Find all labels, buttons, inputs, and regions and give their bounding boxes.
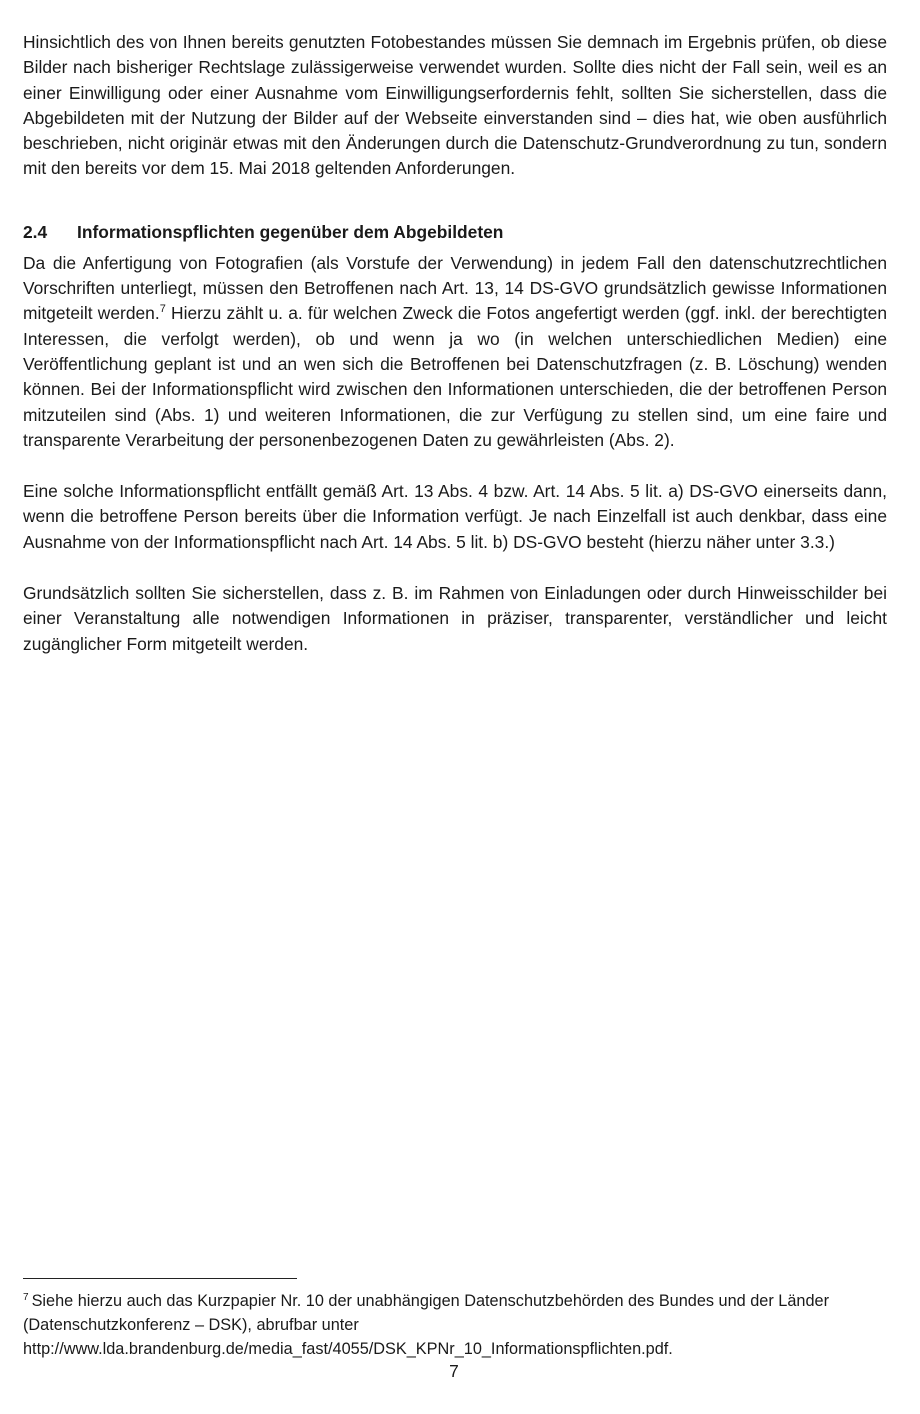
section-heading [23, 219, 887, 245]
paragraph: Grundsätzlich sollten Sie sicherstellen, dass z. B. im Rahmen von Einladungen oder durch Hinweisschilder bei einer Veranstaltung alle notwendigen Informationen in präziser, transparenter, verständlicher und leicht zugänglicher Form mitgeteilt werden. [23, 583, 887, 654]
footnote-separator [23, 1278, 297, 1279]
document-body [23, 30, 887, 657]
footnote-marker: 7 [23, 1291, 29, 1303]
paragraph [23, 251, 887, 453]
paragraph: Hinsichtlich des von Ihnen bereits genutzten Fotobestandes müssen Sie demnach im Ergebnis prüfen, ob diese Bilder nach bisheriger Rechtslage zulässigerweise verwendet wurden. Sollte dies nicht der Fall sein, weil es an einer Einwilligung oder einer Ausnahme vom Einwilligungserfordernis fehlt, sollten Sie sicherstellen, dass die Abgebildeten mit der Nutzung der Bilder auf der Webseite einverstanden sind – dies hat, wie oben ausführlich beschrieben, nicht originär etwas mit den Änderungen durch die Datenschutz-Grundverordnung zu tun, sondern mit den bereits vor dem 15. Mai 2018 geltenden Anforderungen. [23, 32, 887, 179]
footnote-text: Siehe hierzu auch das Kurzpapier Nr. 10 der unabhängigen Datenschutzbehörden des Bundes und der Länder (Datenschutzkonferenz – DSK), abrufbar unter [23, 1292, 830, 1334]
section-title: Informationspflichten gegenüber dem Abgebildeten [77, 221, 504, 242]
footnote-url: http://www.lda.brandenburg.de/media_fast/4055/DSK_KPNr_10_Informationspflichten.pdf. [23, 1339, 673, 1358]
paragraph-text: Da die Anfertigung von Fotografien (als Vorstufe der Verwendung) in jedem Fall den datenschutzrechtlichen Vorschriften unterliegt, müssen den Betroffenen nach Art. 13, 14 DS-GVO grundsätzlich gewisse Informationen mitgeteilt werden. [23, 252, 887, 324]
footnote-reference: 7 [159, 302, 166, 315]
footnote [23, 1290, 889, 1361]
paragraph-text: Hierzu zählt u. a. für welchen Zweck die Fotos angefertigt werden (ggf. inkl. der berechtigten Interessen, die verfolgt werden), ob und wenn ja wo (in welchen unterschiedlichen Medien) eine Veröffentlichung geplant ist und an wen sich die Betroffenen bei Datenschutzfragen (z. B. Löschung) wenden können. Bei der Informationspflicht wird zwischen den Informationen unterschieden, die der betroffenen Person mitzuteilen sind (Abs. 1) und weiteren Informationen, die zur Verfügung zu stellen sind, um eine faire und transparente Verarbeitung der personenbezogenen Daten zu gewährleisten (Abs. 2). [23, 303, 887, 450]
section-number: 2.4 [23, 221, 48, 242]
page-number: 7 [449, 1361, 459, 1381]
paragraph: Eine solche Informationspflicht entfällt gemäß Art. 13 Abs. 4 bzw. Art. 14 Abs. 5 lit. a) DS-GVO einerseits dann, wenn die betroffene Person bereits über die Information verfügt. Je nach Einzelfall ist auch denkbar, dass eine Ausnahme von der Informationspflicht nach Art. 14 Abs. 5 lit. b) DS-GVO besteht (hierzu näher unter 3.3.) [23, 481, 887, 552]
